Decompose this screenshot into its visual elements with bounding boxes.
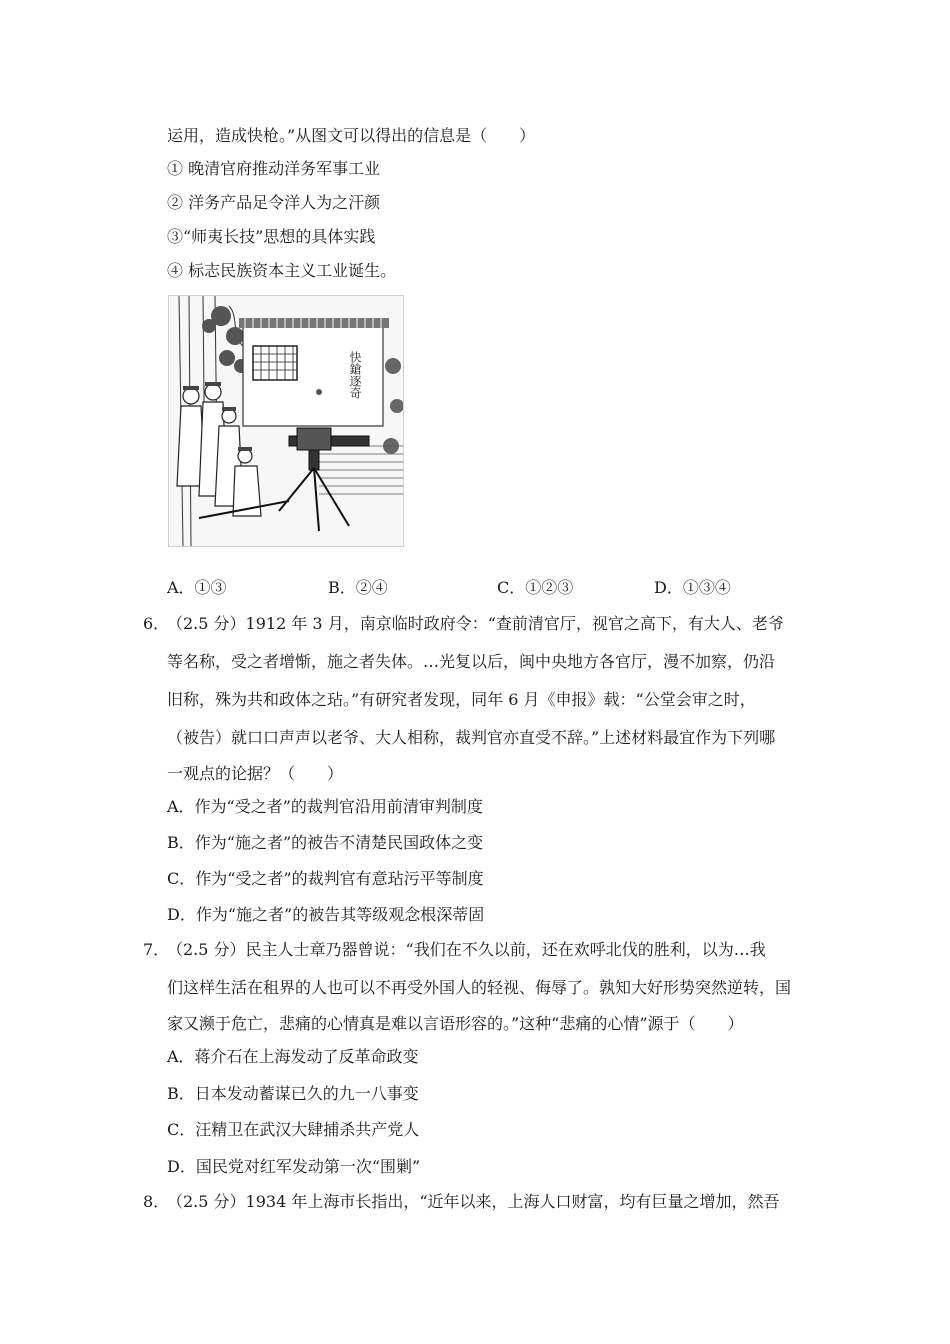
q7-option-a: A．蒋介石在上海发动了反革命政变: [167, 1047, 419, 1066]
q5-option-a: A．①③: [167, 578, 227, 597]
q5-stem-line: 运用，造成快枪。”从图文可以得出的信息是（ ）: [167, 126, 536, 145]
q6-option-b: B．作为“施之者”的被告不清楚民国政体之变: [167, 833, 484, 852]
q6-option-c: C．作为“受之者”的裁判官有意玷污平等制度: [167, 869, 484, 888]
q7-stem-line-3: 家又濒于危亡，悲痛的心情真是难以言语形容的。”这种“悲痛的心情”源于（ ）: [167, 1014, 744, 1033]
machine-gun-illustration: [168, 295, 404, 547]
q5-option-b: B．②④: [328, 578, 388, 597]
q7-stem-line-2: 们这样生活在租界的人也可以不再受外国人的轻视、侮辱了。孰知大好形势突然逆转，国: [167, 978, 792, 997]
q6-stem-line-1: （2.5 分）1912 年 3 月，南京临时政府令：“查前清官厅，视官之高下，有大人、老爷: [167, 614, 784, 633]
q6-stem-line-3: 旧称，殊为共和政体之玷。”有研究者发现，同年 6 月《申报》载：“公堂会审之时，: [167, 690, 756, 709]
q8-number: 8．: [143, 1192, 170, 1211]
q6-stem-line-5: 一观点的论据？（ ）: [167, 764, 344, 783]
q8-stem-line-1: （2.5 分）1934 年上海市长指出，“近年以来，上海人口财富，均有巨量之增加，然吾: [167, 1192, 780, 1211]
q6-stem-line-4: （被告）就口口声声以老爷、大人相称，裁判官亦直受不辞。”上述材料最宜作为下列哪: [167, 728, 776, 747]
q5-statement-4: ④ 标志民族资本主义工业诞生。: [167, 261, 397, 280]
q7-option-d: D．国民党对红军发动第一次“围剿”: [167, 1157, 421, 1176]
q7-option-c: C．汪精卫在武汉大肆捕杀共产党人: [167, 1120, 420, 1139]
q6-stem-line-2: 等名称，受之者增惭，施之者失体。…光复以后，闽中央地方各官厅，漫不加察，仍沿: [167, 652, 776, 671]
q6-number: 6．: [143, 614, 170, 633]
q5-statement-3: ③“师夷长技”思想的具体实践: [167, 227, 376, 246]
q5-statement-2: ② 洋务产品足令洋人为之汗颜: [167, 193, 381, 212]
q5-option-c: C．①②③: [497, 578, 574, 597]
illustration-drawing: [169, 296, 403, 546]
figure-caption: 快鎗逐奇: [348, 351, 362, 399]
q6-option-d: D．作为“施之者”的被告其等级观念根深蒂固: [167, 905, 485, 924]
q7-option-b: B．日本发动蓄谋已久的九一八事变: [167, 1084, 419, 1103]
q5-option-d: D．①③④: [654, 578, 731, 597]
q6-option-a: A．作为“受之者”的裁判官沿用前清审判制度: [167, 797, 483, 816]
q7-stem-line-1: （2.5 分）民主人士章乃器曾说：“我们在不久以前，还在欢呼北伐的胜利，以为…我: [167, 940, 766, 959]
q5-statement-1: ① 晚清官府推动洋务军事工业: [167, 159, 381, 178]
q7-number: 7．: [143, 940, 170, 959]
